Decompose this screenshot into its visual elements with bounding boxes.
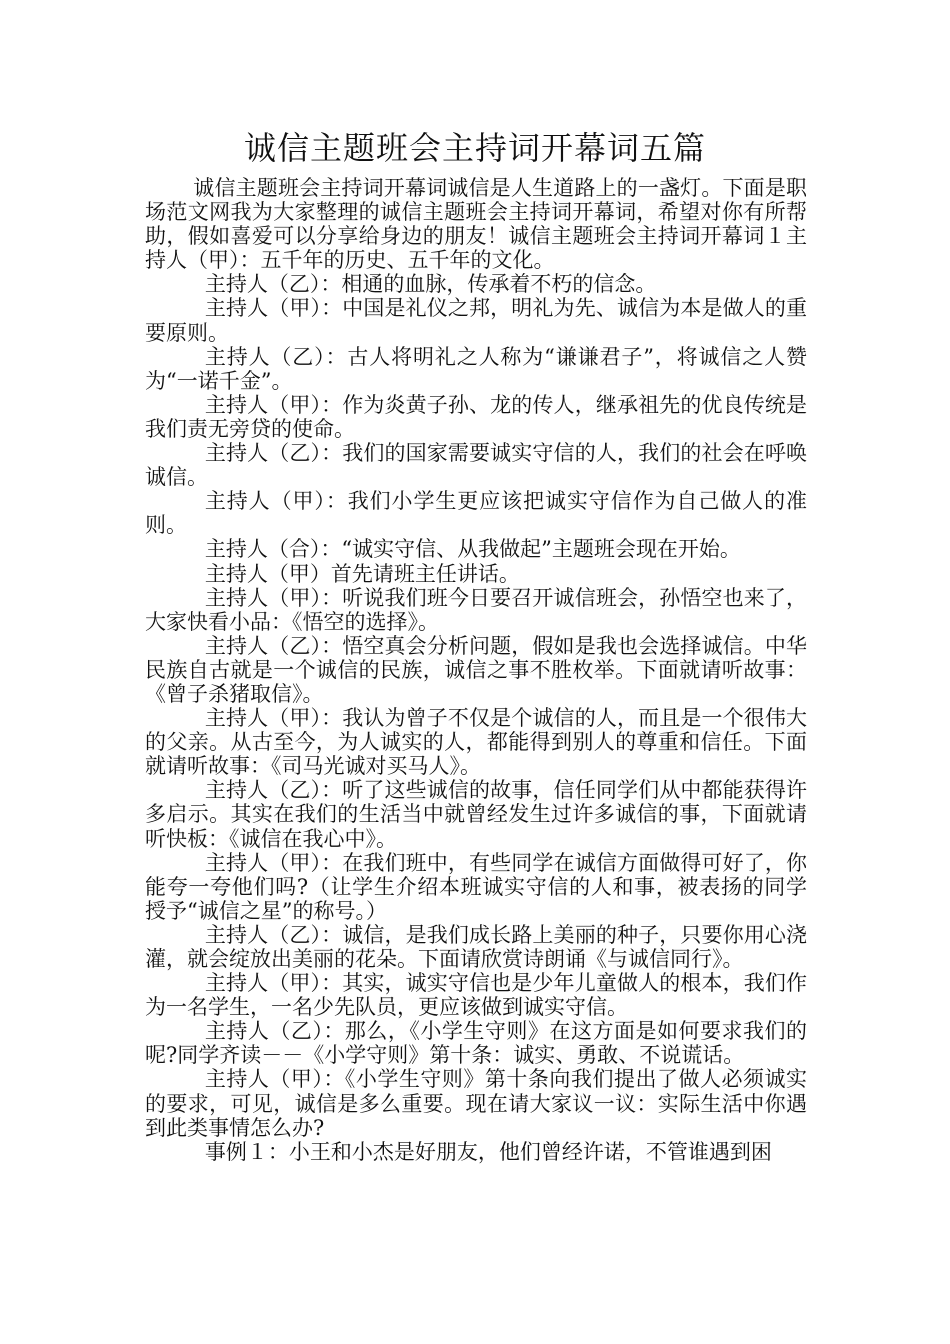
paragraph: 诚信主题班会主持词开幕词诚信是人生道路上的一盏灯。下面是职场范文网我为大家整理的诚信主题班会主持词开幕词，希望对你有所帮助，假如喜爱可以分享给身边的朋友！诚信主题班会主持词开幕词１主持人（甲）：五千年的历史、五千年的文化。: [145, 176, 807, 273]
paragraph: 主持人（甲）：作为炎黄子孙、龙的传人，继承祖先的优良传统是我们责无旁贷的使命。: [145, 392, 807, 441]
paragraph: 主持人（甲）：听说我们班今日要召开诚信班会，孙悟空也来了，大家快看小品：《悟空的选择》。: [145, 585, 807, 634]
paragraph: 主持人（甲）：在我们班中，有些同学在诚信方面做得可好了，你能夸一夸他们吗?（让学生介绍本班诚实守信的人和事，被表扬的同学授予“诚信之星”的称号。）: [145, 850, 807, 923]
paragraph: 主持人（甲）：我认为曾子不仅是个诚信的人，而且是一个很伟大的父亲。从古至今，为人诚实的人，都能得到别人的尊重和信任。下面就请听故事：《司马光诚对买马人》。: [145, 706, 807, 779]
paragraph: 主持人（乙）：古人将明礼之人称为“谦谦君子”，将诚信之人赞为“一诺千金”。: [145, 344, 807, 393]
paragraph: 事例１：小王和小杰是好朋友，他们曾经许诺，不管谁遇到困: [204, 1139, 772, 1164]
paragraph: 主持人（甲）：我们小学生更应该把诚实守信作为自己做人的准则。: [145, 489, 807, 538]
paragraph: 主持人（合）：“诚实守信、从我做起”主题班会现在开始。: [204, 537, 741, 562]
paragraph: 主持人（乙）：那么，《小学生守则》在这方面是如何要求我们的呢?同学齐读－－《小学守则》第十条：诚实、勇敢、不说谎话。: [145, 1019, 807, 1068]
paragraph: 主持人（乙）：相通的血脉，传承着不朽的信念。: [204, 272, 657, 297]
paragraph: 主持人（乙）：我们的国家需要诚实守信的人，我们的社会在呼唤诚信。: [145, 441, 807, 490]
paragraph: 主持人（甲）：《小学生守则》第十条向我们提出了做人必须诚实的要求，可见，诚信是多么重要。现在请大家议一议：实际生活中你遇到此类事情怎么办?: [145, 1067, 807, 1140]
paragraph: 主持人（甲）：中国是礼仪之邦，明礼为先、诚信为本是做人的重要原则。: [145, 296, 807, 345]
document-body: [145, 176, 807, 1164]
document-title: 诚信主题班会主持词开幕词五篇: [243, 129, 706, 167]
paragraph: 主持人（乙）：悟空真会分析问题，假如是我也会选择诚信。中华民族自古就是一个诚信的民族，诚信之事不胜枚举。下面就请听故事：《曾子杀猪取信》。: [145, 633, 807, 706]
paragraph: 主持人（甲）首先请班主任讲话。: [204, 561, 520, 586]
paragraph: 主持人（乙）：听了这些诚信的故事，信任同学们从中都能获得许多启示。其实在我们的生活当中就曾经发生过许多诚信的事，下面就请听快板：《诚信在我心中》。: [145, 778, 807, 851]
paragraph: 主持人（甲）：其实，诚实守信也是少年儿童做人的根本，我们作为一名学生，一名少先队员，更应该做到诚实守信。: [145, 971, 807, 1020]
paragraph: 主持人（乙）：诚信，是我们成长路上美丽的种子，只要你用心浇灌，就会绽放出美丽的花朵。下面请欣赏诗朗诵《与诚信同行》。: [145, 922, 807, 971]
